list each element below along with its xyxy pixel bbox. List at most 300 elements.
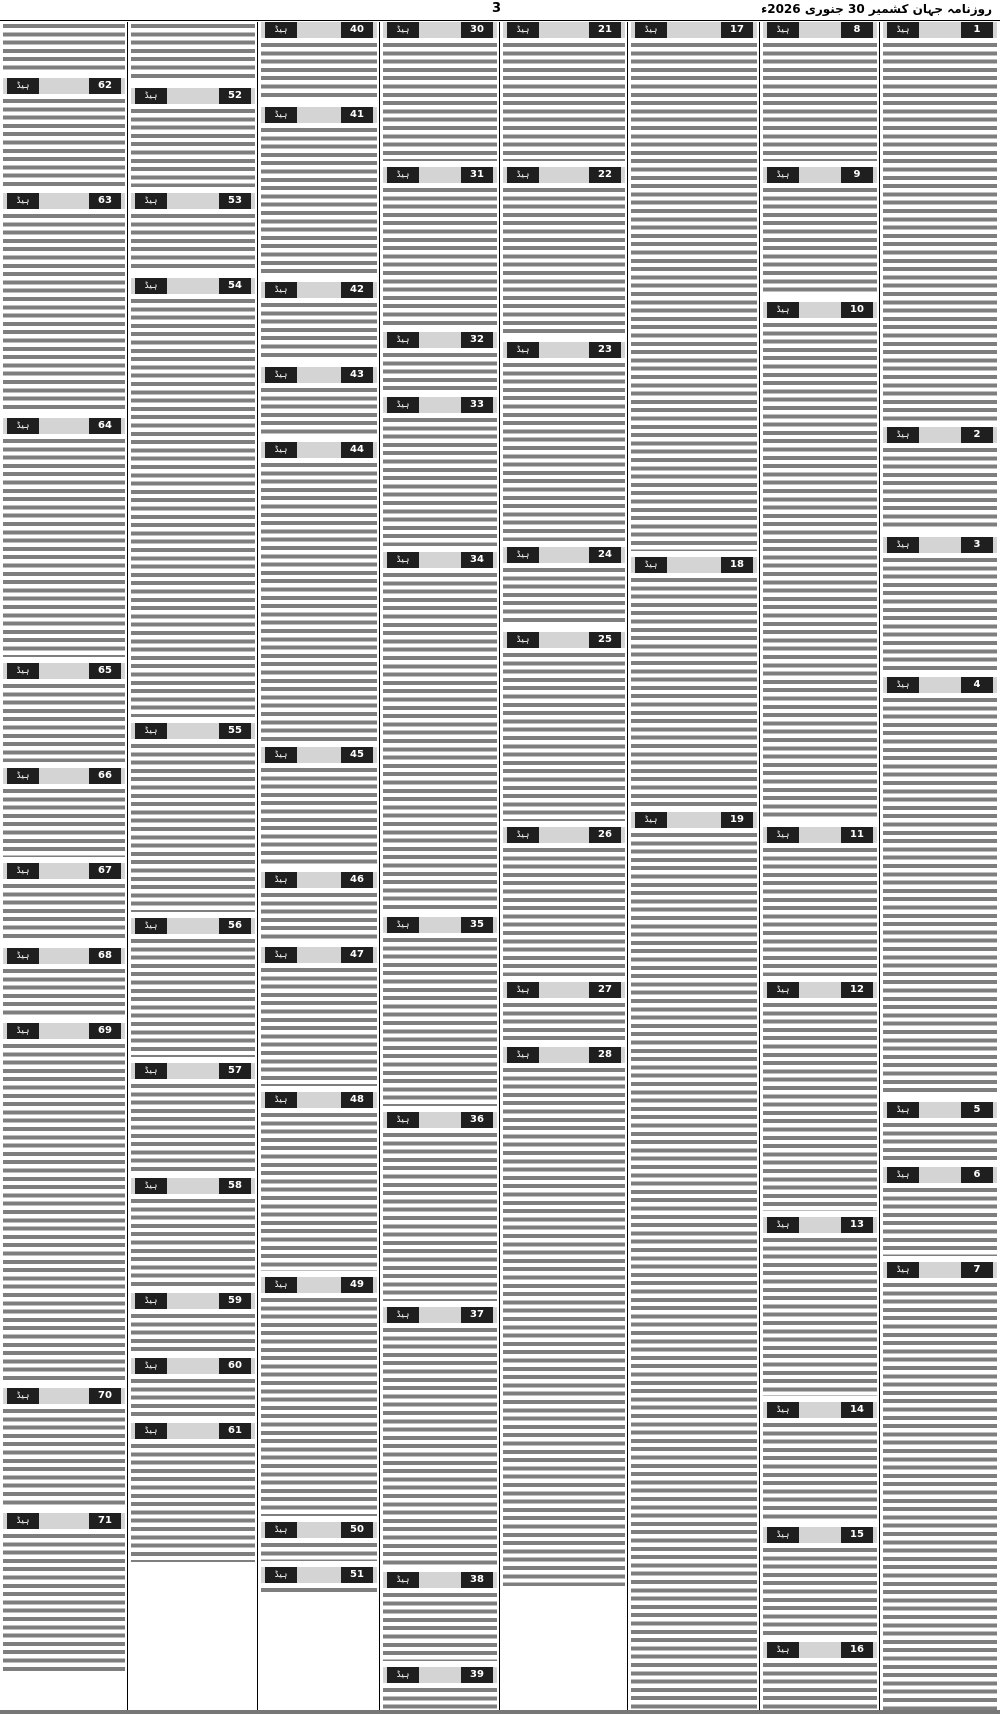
- item-label: ہیڈ: [635, 812, 667, 828]
- item-number: 30: [461, 22, 493, 38]
- item-number: 16: [841, 1642, 873, 1658]
- news-item: [503, 22, 625, 161]
- item-label: ہیڈ: [767, 1217, 799, 1233]
- item-header: [383, 1112, 497, 1128]
- item-label: ہیڈ: [387, 397, 419, 413]
- item-label: ہیڈ: [7, 1513, 39, 1529]
- article-text: [3, 1532, 125, 1672]
- item-label: ہیڈ: [7, 663, 39, 679]
- item-header: [3, 78, 125, 94]
- item-header: [261, 1277, 377, 1293]
- item-header: [261, 1522, 377, 1538]
- article-text: [503, 566, 625, 626]
- article-text: [261, 1586, 377, 1594]
- item-number: 4: [961, 677, 993, 693]
- news-item: [883, 1262, 997, 1710]
- item-header: [131, 1358, 255, 1374]
- article-text: [131, 212, 255, 272]
- item-header: [131, 278, 255, 294]
- item-number: 38: [461, 1572, 493, 1588]
- article-text: [883, 41, 997, 421]
- item-header: [883, 1102, 997, 1118]
- item-header: [763, 167, 877, 183]
- item-label: ہیڈ: [767, 982, 799, 998]
- news-item: [503, 632, 625, 821]
- article-text: [3, 212, 125, 412]
- news-item: [131, 1063, 255, 1172]
- item-header: [261, 872, 377, 888]
- item-header: [131, 88, 255, 104]
- item-number: 1: [961, 22, 993, 38]
- article-text: [631, 41, 757, 551]
- news-item: [131, 723, 255, 912]
- news-item: [261, 1092, 377, 1271]
- item-header: [763, 1217, 877, 1233]
- item-label: ہیڈ: [135, 1423, 167, 1439]
- article-text: [763, 1421, 877, 1521]
- item-header: [261, 367, 377, 383]
- item-label: ہیڈ: [507, 547, 539, 563]
- item-number: 70: [89, 1388, 121, 1404]
- item-header: [261, 442, 377, 458]
- news-item: [131, 1293, 255, 1352]
- item-label: ہیڈ: [265, 947, 297, 963]
- article-text: [383, 1326, 497, 1566]
- article-text: [3, 97, 125, 187]
- item-label: ہیڈ: [7, 863, 39, 879]
- item-label: ہیڈ: [767, 302, 799, 318]
- item-label: ہیڈ: [635, 22, 667, 38]
- news-item: [763, 827, 877, 976]
- item-number: 37: [461, 1307, 493, 1323]
- item-header: [383, 1572, 497, 1588]
- news-item: [383, 1112, 497, 1301]
- item-label: ہیڈ: [265, 747, 297, 763]
- col-5: [380, 22, 500, 1710]
- item-label: ہیڈ: [135, 918, 167, 934]
- news-item: [763, 22, 877, 161]
- item-header: [631, 22, 757, 38]
- article-text: [3, 967, 125, 1017]
- article-text: [131, 1442, 255, 1562]
- item-header: [383, 1667, 497, 1683]
- news-item: [261, 947, 377, 1086]
- item-label: ہیڈ: [265, 22, 297, 38]
- article-text: [131, 1377, 255, 1417]
- item-number: 71: [89, 1513, 121, 1529]
- item-number: 60: [219, 1358, 251, 1374]
- item-header: [763, 1402, 877, 1418]
- item-label: ہیڈ: [265, 1092, 297, 1108]
- item-header: [3, 1513, 125, 1529]
- item-label: ہیڈ: [135, 1063, 167, 1079]
- item-label: ہیڈ: [387, 167, 419, 183]
- article-text: [763, 186, 877, 296]
- item-label: ہیڈ: [7, 418, 39, 434]
- item-header: [383, 22, 497, 38]
- item-header: [261, 282, 377, 298]
- item-number: 28: [589, 1047, 621, 1063]
- item-header: [261, 1567, 377, 1583]
- item-number: 46: [341, 872, 373, 888]
- item-number: 3: [961, 537, 993, 553]
- news-item: [883, 1102, 997, 1161]
- item-label: ہیڈ: [767, 827, 799, 843]
- article-text: [763, 1546, 877, 1636]
- article-text: [631, 576, 757, 806]
- news-item: [131, 193, 255, 272]
- news-item: [261, 22, 377, 101]
- news-item: [3, 1388, 125, 1507]
- article-text: [3, 787, 125, 857]
- item-label: ہیڈ: [265, 442, 297, 458]
- item-header: [503, 342, 625, 358]
- item-label: ہیڈ: [887, 537, 919, 553]
- news-item: [3, 1513, 125, 1672]
- col-8: [0, 22, 128, 1710]
- article-text: [503, 651, 625, 821]
- news-item: [3, 863, 125, 942]
- article-text: [261, 41, 377, 101]
- item-header: [383, 917, 497, 933]
- item-header: [503, 982, 625, 998]
- article-text: [383, 416, 497, 546]
- item-number: 45: [341, 747, 373, 763]
- item-header: [503, 167, 625, 183]
- article-text: [3, 437, 125, 657]
- item-label: ہیڈ: [265, 282, 297, 298]
- news-item: [131, 88, 255, 187]
- col-1: [880, 22, 1000, 1710]
- item-header: [131, 918, 255, 934]
- news-item: [763, 982, 877, 1211]
- item-number: 34: [461, 552, 493, 568]
- item-label: ہیڈ: [7, 1023, 39, 1039]
- item-label: ہیڈ: [887, 1167, 919, 1183]
- item-header: [383, 397, 497, 413]
- item-number: 14: [841, 1402, 873, 1418]
- article-text: [383, 571, 497, 911]
- article-text: [383, 351, 497, 391]
- col-2: [760, 22, 880, 1710]
- item-header: [3, 193, 125, 209]
- news-item: [883, 427, 997, 531]
- news-item: [763, 167, 877, 296]
- item-number: 18: [721, 557, 753, 573]
- article-text: [131, 1197, 255, 1287]
- item-label: ہیڈ: [767, 167, 799, 183]
- col-4: [500, 22, 628, 1710]
- item-number: 13: [841, 1217, 873, 1233]
- item-header: [631, 557, 757, 573]
- item-header: [883, 537, 997, 553]
- item-label: ہیڈ: [265, 1522, 297, 1538]
- item-number: 63: [89, 193, 121, 209]
- article-text: [261, 461, 377, 741]
- item-label: ہیڈ: [887, 677, 919, 693]
- item-header: [131, 723, 255, 739]
- news-item: [131, 1423, 255, 1562]
- item-label: ہیڈ: [767, 1642, 799, 1658]
- article-text: [261, 1541, 377, 1561]
- article-text: [383, 1591, 497, 1661]
- news-item: [503, 547, 625, 626]
- item-label: ہیڈ: [887, 1102, 919, 1118]
- article-text: [883, 696, 997, 1096]
- item-header: [883, 427, 997, 443]
- item-header: [503, 547, 625, 563]
- news-item: [3, 22, 125, 72]
- news-item: [261, 1277, 377, 1516]
- item-number: 65: [89, 663, 121, 679]
- article-text: [131, 22, 255, 82]
- item-label: ہیڈ: [507, 1047, 539, 1063]
- item-header: [3, 418, 125, 434]
- item-header: [763, 982, 877, 998]
- item-header: [131, 1178, 255, 1194]
- item-label: ہیڈ: [507, 982, 539, 998]
- article-text: [383, 1131, 497, 1301]
- news-item: [131, 278, 255, 717]
- item-number: 49: [341, 1277, 373, 1293]
- item-header: [763, 1642, 877, 1658]
- item-number: 64: [89, 418, 121, 434]
- item-number: 50: [341, 1522, 373, 1538]
- news-item: [131, 1178, 255, 1287]
- item-label: ہیڈ: [767, 1402, 799, 1418]
- article-text: [503, 186, 625, 336]
- article-text: [883, 446, 997, 531]
- item-header: [383, 167, 497, 183]
- footer-bar: [0, 1710, 1000, 1714]
- article-text: [131, 1312, 255, 1352]
- item-header: [883, 1167, 997, 1183]
- item-number: 27: [589, 982, 621, 998]
- masthead-title: روزنامہ جہان کشمیر 30 جنوری 2026ء: [761, 2, 992, 16]
- article-text: [131, 937, 255, 1057]
- item-number: 10: [841, 302, 873, 318]
- item-number: 35: [461, 917, 493, 933]
- item-header: [3, 768, 125, 784]
- item-number: 56: [219, 918, 251, 934]
- item-number: 44: [341, 442, 373, 458]
- article-text: [383, 936, 497, 1106]
- item-label: ہیڈ: [135, 723, 167, 739]
- item-label: ہیڈ: [387, 1112, 419, 1128]
- item-number: 24: [589, 547, 621, 563]
- article-text: [763, 1001, 877, 1211]
- item-number: 62: [89, 78, 121, 94]
- news-item: [383, 397, 497, 546]
- news-item: [261, 282, 377, 361]
- news-item: [3, 663, 125, 762]
- news-item: [883, 22, 997, 421]
- item-label: ہیڈ: [387, 1572, 419, 1588]
- item-label: ہیڈ: [7, 193, 39, 209]
- article-text: [261, 966, 377, 1086]
- article-text: [261, 126, 377, 276]
- item-label: ہیڈ: [507, 167, 539, 183]
- article-text: [131, 742, 255, 912]
- item-header: [3, 663, 125, 679]
- item-label: ہیڈ: [507, 827, 539, 843]
- article-text: [883, 1121, 997, 1161]
- item-number: 7: [961, 1262, 993, 1278]
- item-number: 12: [841, 982, 873, 998]
- news-item: [383, 167, 497, 326]
- item-header: [883, 1262, 997, 1278]
- item-label: ہیڈ: [265, 367, 297, 383]
- item-header: [503, 632, 625, 648]
- news-item: [3, 78, 125, 187]
- item-label: ہیڈ: [507, 22, 539, 38]
- news-item: [383, 22, 497, 161]
- article-text: [503, 361, 625, 541]
- item-header: [763, 827, 877, 843]
- item-number: 17: [721, 22, 753, 38]
- col-3: [628, 22, 760, 1710]
- item-number: 11: [841, 827, 873, 843]
- item-header: [631, 812, 757, 828]
- item-header: [503, 22, 625, 38]
- news-item: [763, 302, 877, 821]
- item-label: ہیڈ: [265, 1567, 297, 1583]
- article-text: [763, 846, 877, 976]
- item-header: [883, 22, 997, 38]
- article-text: [3, 22, 125, 72]
- item-label: ہیڈ: [387, 332, 419, 348]
- item-label: ہیڈ: [135, 278, 167, 294]
- item-label: ہیڈ: [135, 1358, 167, 1374]
- item-number: 21: [589, 22, 621, 38]
- item-header: [3, 948, 125, 964]
- item-header: [261, 1092, 377, 1108]
- item-number: 69: [89, 1023, 121, 1039]
- item-number: 22: [589, 167, 621, 183]
- item-header: [261, 22, 377, 38]
- article-text: [3, 682, 125, 762]
- news-item: [503, 982, 625, 1041]
- news-item: [763, 1642, 877, 1710]
- item-label: ہیڈ: [387, 1307, 419, 1323]
- article-text: [131, 297, 255, 717]
- item-header: [763, 22, 877, 38]
- news-item: [503, 167, 625, 336]
- news-item: [383, 1307, 497, 1566]
- news-item: [383, 332, 497, 391]
- page-number: 3: [492, 1, 502, 16]
- item-number: 66: [89, 768, 121, 784]
- item-number: 57: [219, 1063, 251, 1079]
- news-item: [261, 1567, 377, 1594]
- article-text: [503, 1001, 625, 1041]
- item-header: [3, 1023, 125, 1039]
- item-number: 58: [219, 1178, 251, 1194]
- item-number: 6: [961, 1167, 993, 1183]
- news-item: [763, 1217, 877, 1396]
- article-text: [131, 107, 255, 187]
- news-item: [631, 812, 757, 1710]
- item-number: 40: [341, 22, 373, 38]
- item-label: ہیڈ: [887, 1262, 919, 1278]
- item-header: [383, 1307, 497, 1323]
- news-item: [131, 22, 255, 82]
- article-text: [503, 41, 625, 161]
- news-item: [763, 1527, 877, 1636]
- item-header: [261, 947, 377, 963]
- item-number: 19: [721, 812, 753, 828]
- item-header: [131, 193, 255, 209]
- item-label: ہیڈ: [7, 768, 39, 784]
- item-number: 25: [589, 632, 621, 648]
- news-item: [131, 918, 255, 1057]
- item-number: 48: [341, 1092, 373, 1108]
- article-text: [763, 321, 877, 821]
- news-item: [3, 193, 125, 412]
- news-item: [3, 418, 125, 657]
- item-label: ہیڈ: [265, 1277, 297, 1293]
- item-label: ہیڈ: [767, 22, 799, 38]
- item-number: 32: [461, 332, 493, 348]
- item-label: ہیڈ: [887, 22, 919, 38]
- item-label: ہیڈ: [387, 1667, 419, 1683]
- news-item: [631, 22, 757, 551]
- item-number: 41: [341, 107, 373, 123]
- news-item: [261, 367, 377, 436]
- article-text: [883, 1281, 997, 1710]
- news-item: [3, 948, 125, 1017]
- news-item: [503, 342, 625, 541]
- item-number: 23: [589, 342, 621, 358]
- item-header: [383, 332, 497, 348]
- news-item: [261, 1522, 377, 1561]
- item-number: 61: [219, 1423, 251, 1439]
- item-label: ہیڈ: [387, 917, 419, 933]
- item-label: ہیڈ: [135, 88, 167, 104]
- item-number: 51: [341, 1567, 373, 1583]
- item-label: ہیڈ: [887, 427, 919, 443]
- article-text: [631, 831, 757, 1710]
- item-label: ہیڈ: [7, 948, 39, 964]
- article-text: [3, 1407, 125, 1507]
- news-item: [383, 1572, 497, 1661]
- article-text: [261, 1111, 377, 1271]
- news-item: [261, 442, 377, 741]
- item-number: 9: [841, 167, 873, 183]
- news-item: [883, 537, 997, 671]
- item-label: ہیڈ: [135, 1178, 167, 1194]
- news-item: [383, 552, 497, 911]
- article-text: [763, 1661, 877, 1710]
- item-number: 33: [461, 397, 493, 413]
- article-text: [503, 846, 625, 976]
- item-header: [3, 1388, 125, 1404]
- item-header: [131, 1423, 255, 1439]
- item-label: ہیڈ: [635, 557, 667, 573]
- item-number: 42: [341, 282, 373, 298]
- item-number: 26: [589, 827, 621, 843]
- news-item: [883, 677, 997, 1096]
- news-item: [763, 1402, 877, 1521]
- item-number: 55: [219, 723, 251, 739]
- item-number: 52: [219, 88, 251, 104]
- item-number: 31: [461, 167, 493, 183]
- item-number: 53: [219, 193, 251, 209]
- item-header: [261, 747, 377, 763]
- article-text: [503, 1066, 625, 1586]
- news-item: [3, 768, 125, 857]
- article-text: [261, 301, 377, 361]
